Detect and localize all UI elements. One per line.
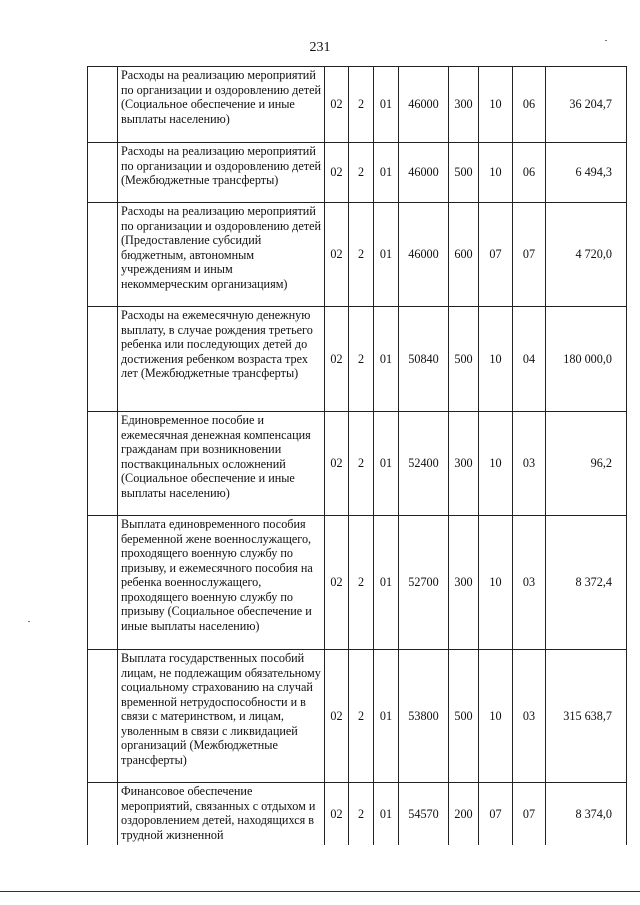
row-blank-cell: [88, 143, 118, 203]
row-description: Расходы на реализацию мероприятий по организации и оздоровлению детей (Социальное обеспечение и иные выплаты населению): [118, 67, 325, 143]
row-code-c3: 01: [374, 650, 399, 783]
row-code-c2: 2: [349, 307, 374, 412]
row-amount: 8 372,4: [546, 516, 627, 650]
row-amount: 315 638,7: [546, 650, 627, 783]
row-code-c7: 06: [513, 67, 546, 143]
table-row: [88, 412, 627, 516]
row-code-c1: 02: [325, 783, 349, 845]
row-amount: 36 204,7: [546, 67, 627, 143]
row-blank-cell: [88, 307, 118, 412]
row-code-c6: 10: [479, 143, 513, 203]
row-code-c2: 2: [349, 67, 374, 143]
row-code-c5: 200: [449, 783, 479, 845]
row-code-c6: 07: [479, 783, 513, 845]
table-row: [88, 307, 627, 412]
table-row: [88, 650, 627, 783]
row-code-c2: 2: [349, 516, 374, 650]
row-amount: 96,2: [546, 412, 627, 516]
row-code-c6: 10: [479, 307, 513, 412]
row-amount: 6 494,3: [546, 143, 627, 203]
row-code-c7: 04: [513, 307, 546, 412]
row-code-c4: 54570: [399, 783, 449, 845]
budget-table: [87, 66, 627, 845]
row-code-c2: 2: [349, 650, 374, 783]
row-code-c5: 500: [449, 143, 479, 203]
row-code-c4: 52700: [399, 516, 449, 650]
row-code-c7: 07: [513, 783, 546, 845]
row-code-c5: 300: [449, 67, 479, 143]
row-code-c3: 01: [374, 307, 399, 412]
row-code-c5: 500: [449, 307, 479, 412]
row-amount: 180 000,0: [546, 307, 627, 412]
row-description: Расходы на реализацию мероприятий по организации и оздоровлению детей (Межбюджетные трансферты): [118, 143, 325, 203]
table-row: [88, 143, 627, 203]
table-row: [88, 516, 627, 650]
row-description: Выплата государственных пособий лицам, не подлежащим обязательному социальному страхованию на случай временной нетрудоспособности и в связи с материнством, и лицам, уволенным в связи с ликвидацией организаций (Межбюджетные трансферты): [118, 650, 325, 783]
row-code-c7: 06: [513, 143, 546, 203]
row-blank-cell: [88, 203, 118, 307]
row-code-c3: 01: [374, 203, 399, 307]
row-code-c5: 500: [449, 650, 479, 783]
row-blank-cell: [88, 650, 118, 783]
row-code-c4: 46000: [399, 67, 449, 143]
row-description: Расходы на ежемесячную денежную выплату, в случае рождения третьего ребенка или последующих детей до достижения ребенком возраста трех лет (Межбюджетные трансферты): [118, 307, 325, 412]
row-code-c6: 10: [479, 412, 513, 516]
row-code-c4: 53800: [399, 650, 449, 783]
row-code-c6: 10: [479, 516, 513, 650]
table-row: [88, 67, 627, 143]
scan-speck: [605, 40, 607, 41]
row-code-c1: 02: [325, 516, 349, 650]
row-code-c6: 10: [479, 67, 513, 143]
row-code-c4: 46000: [399, 203, 449, 307]
row-code-c5: 300: [449, 516, 479, 650]
row-code-c7: 07: [513, 203, 546, 307]
row-code-c3: 01: [374, 783, 399, 845]
row-code-c2: 2: [349, 412, 374, 516]
row-blank-cell: [88, 67, 118, 143]
table-row: [88, 783, 627, 845]
row-code-c5: 600: [449, 203, 479, 307]
row-description: Единовременное пособие и ежемесячная денежная компенсация гражданам при возникновении поствакцинальных осложнений (Социальное обеспечение и иные выплаты населению): [118, 412, 325, 516]
row-amount: 8 374,0: [546, 783, 627, 845]
row-code-c2: 2: [349, 783, 374, 845]
row-code-c4: 52400: [399, 412, 449, 516]
row-code-c2: 2: [349, 203, 374, 307]
page-number: 231: [309, 40, 331, 55]
row-code-c6: 10: [479, 650, 513, 783]
row-code-c3: 01: [374, 67, 399, 143]
row-code-c4: 46000: [399, 143, 449, 203]
row-blank-cell: [88, 516, 118, 650]
row-description: Выплата единовременного пособия беременной жене военнослужащего, проходящего военную службу по призыву, и ежемесячного пособия на ребенка военнослужащего, проходящего военную службу по призыву (Социальное обеспечение и иные выплаты населению): [118, 516, 325, 650]
row-code-c1: 02: [325, 143, 349, 203]
row-description: Финансовое обеспечение мероприятий, связанных с отдыхом и оздоровлением детей, находящихся в трудной жизненной: [118, 783, 325, 845]
row-code-c1: 02: [325, 412, 349, 516]
row-code-c3: 01: [374, 412, 399, 516]
row-blank-cell: [88, 412, 118, 516]
row-code-c7: 03: [513, 650, 546, 783]
scan-speck: [28, 621, 30, 622]
row-code-c1: 02: [325, 67, 349, 143]
row-code-c7: 03: [513, 412, 546, 516]
bottom-rule: [0, 891, 640, 892]
row-code-c1: 02: [325, 307, 349, 412]
row-code-c1: 02: [325, 650, 349, 783]
row-code-c7: 03: [513, 516, 546, 650]
row-code-c5: 300: [449, 412, 479, 516]
row-description: Расходы на реализацию мероприятий по организации и оздоровлению детей (Предоставление субсидий бюджетным, автономным учреждениям и иным некоммерческим организациям): [118, 203, 325, 307]
row-code-c3: 01: [374, 143, 399, 203]
row-code-c3: 01: [374, 516, 399, 650]
row-amount: 4 720,0: [546, 203, 627, 307]
row-code-c4: 50840: [399, 307, 449, 412]
row-blank-cell: [88, 783, 118, 845]
row-code-c6: 07: [479, 203, 513, 307]
row-code-c1: 02: [325, 203, 349, 307]
row-code-c2: 2: [349, 143, 374, 203]
table-row: [88, 203, 627, 307]
